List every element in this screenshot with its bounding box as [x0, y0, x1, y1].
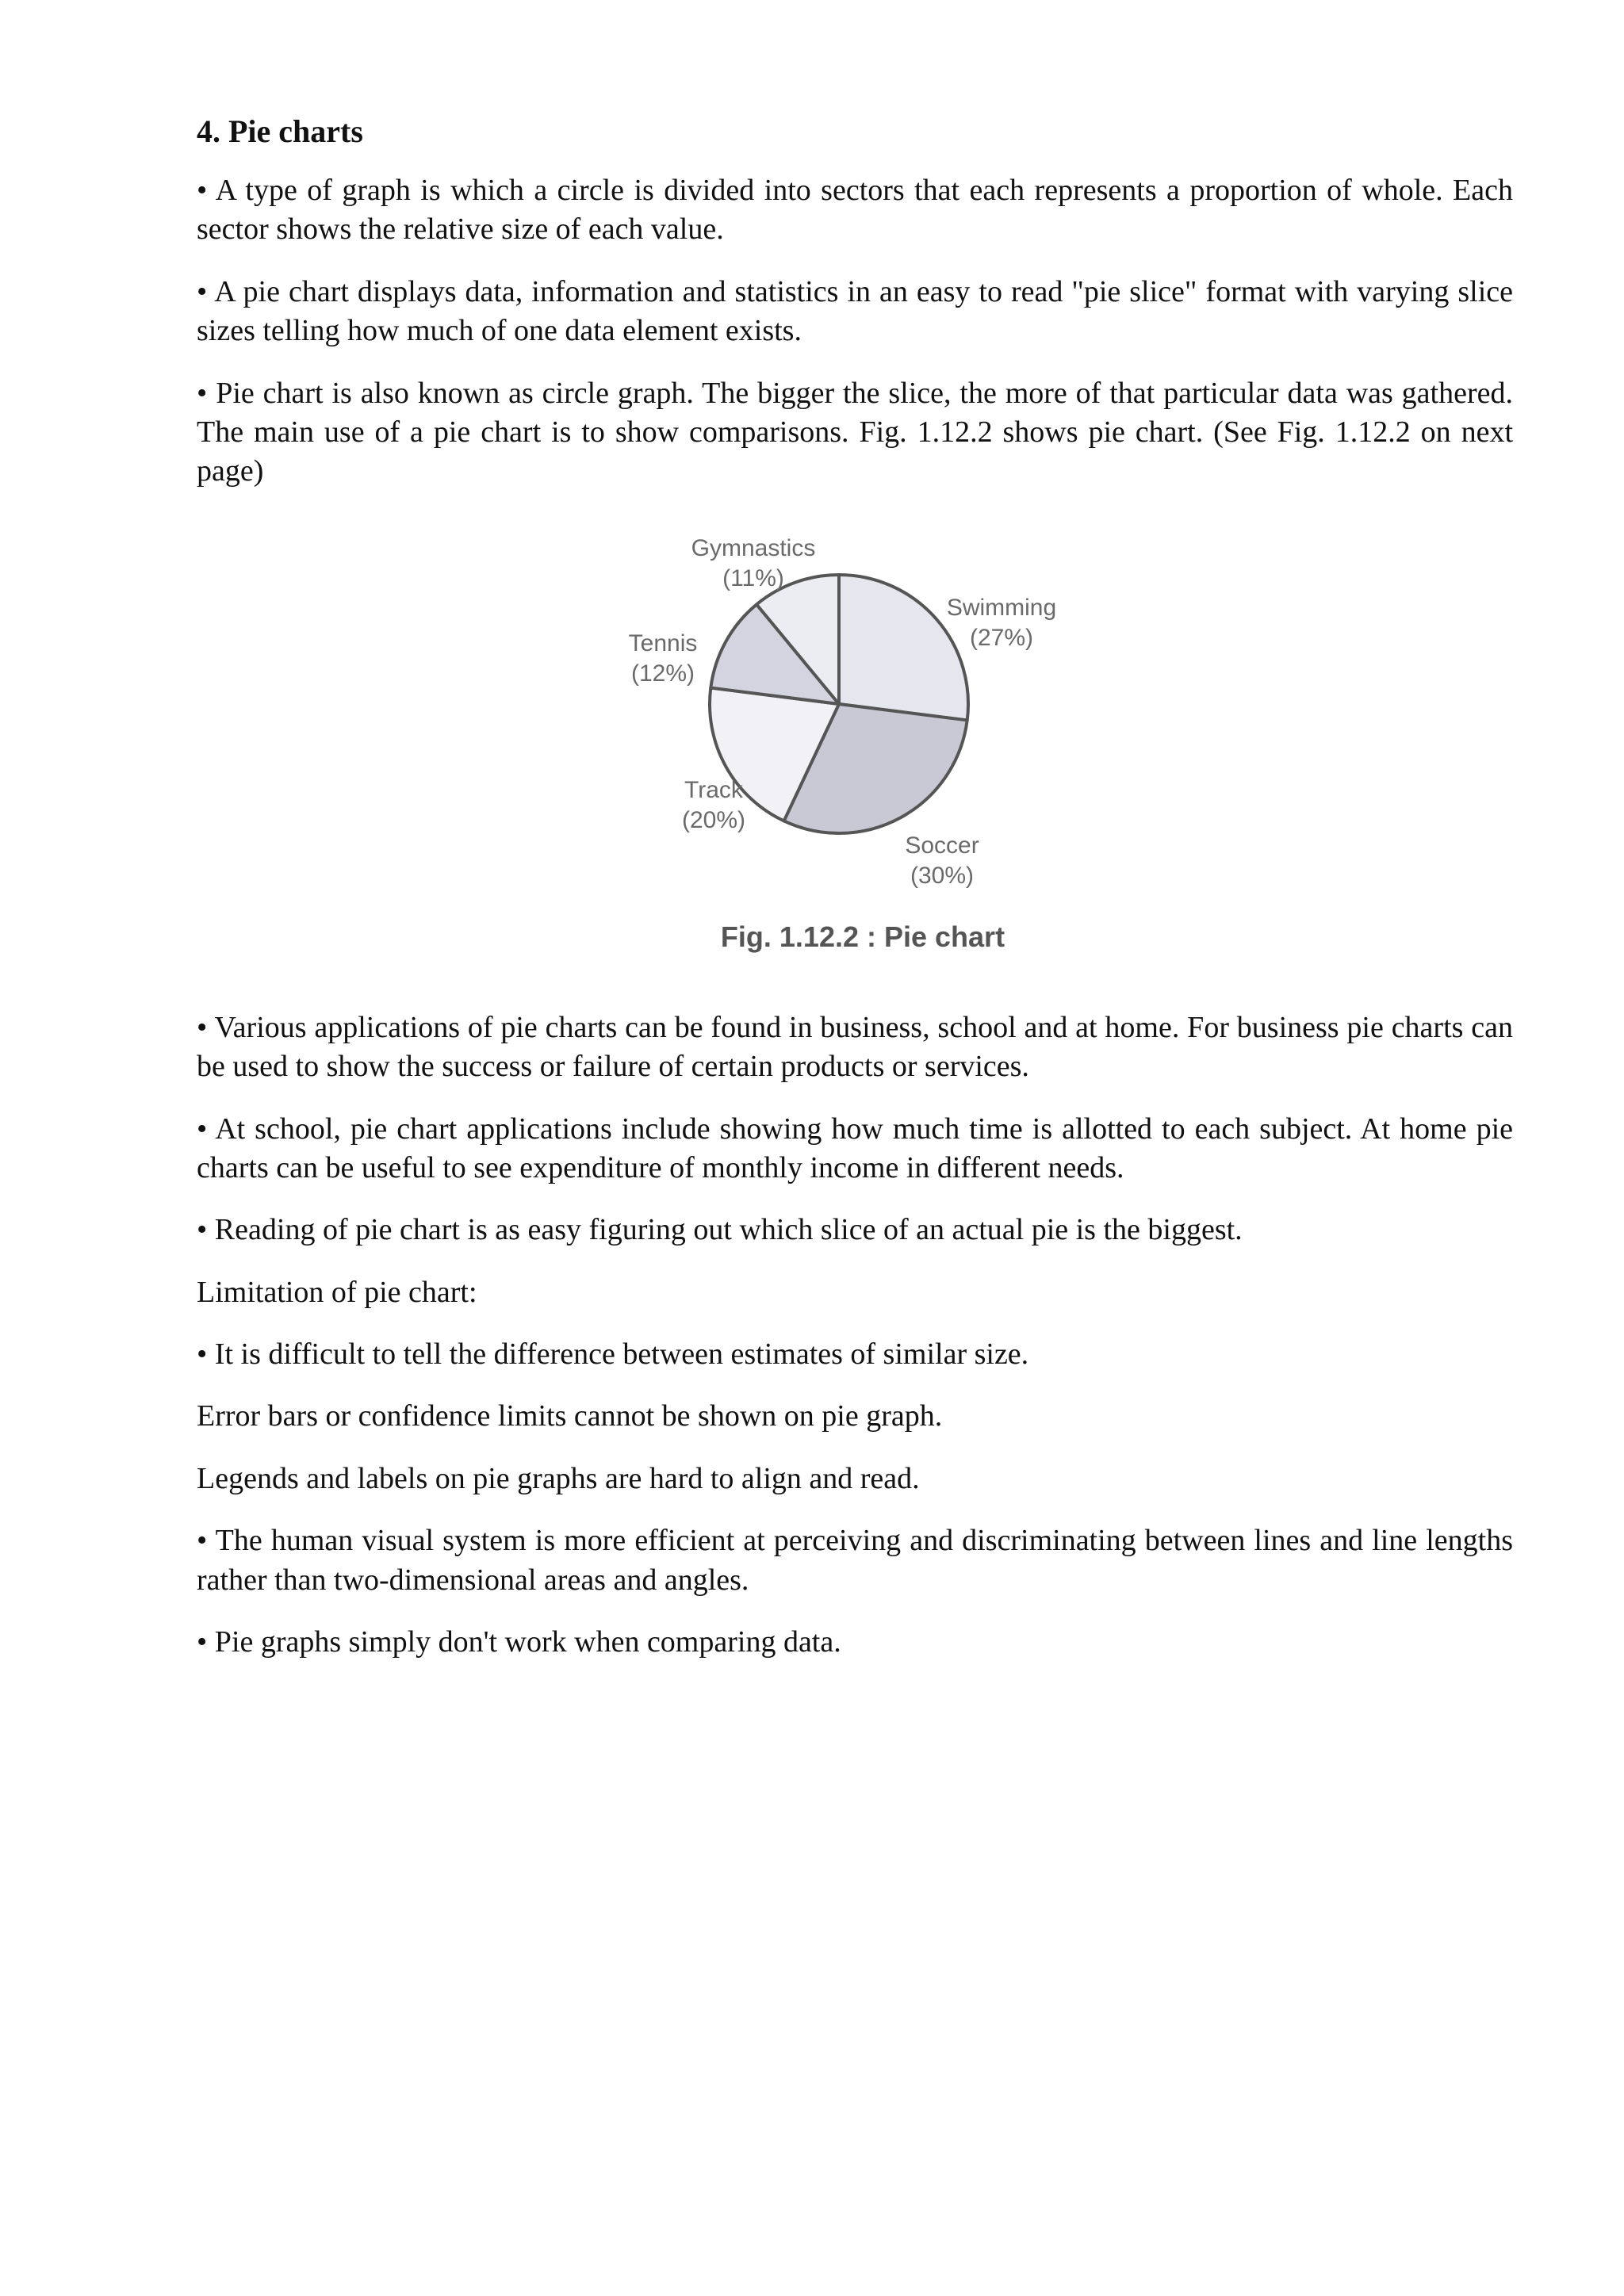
slice-label-tennis: Tennis	[628, 629, 698, 656]
paragraph-reading: • Reading of pie chart is as easy figuring out which slice of an actual pie is the biggest.	[197, 1213, 1243, 1247]
slice-percent-tennis: (12%)	[630, 660, 695, 687]
paragraph-school-home: • At school, pie chart applications include showing how much time is allotted to each subject. At home pie charts can be useful to see expenditure of monthly income in different needs.	[197, 1112, 1513, 1184]
slice-label-soccer: Soccer	[905, 832, 979, 859]
slice-percent-track: (20%)	[681, 806, 746, 833]
paragraph-circle-graph: • Pie chart is also known as circle graph. The bigger the slice, the more of that particular data was gathered. The main use of a pie chart is to show comparisons. Fig. 1.12.2 shows pie chart. (See Fig. 1.12.2 on next page)	[197, 376, 1513, 488]
paragraph-definition: • A type of graph is which a circle is divided into sectors that each represents a proportion of whole. Each sector shows the relative size of each value.	[197, 174, 1513, 247]
paragraph-limitation-error-bars: Error bars or confidence limits cannot be shown on pie graph.	[197, 1399, 943, 1433]
slice-label-swimming: Swimming	[946, 594, 1057, 621]
pie-chart	[625, 520, 1101, 980]
slice-label-gymnastics: Gymnastics	[691, 534, 816, 561]
limitations-heading: Limitation of pie chart:	[197, 1275, 477, 1309]
paragraph-limitation-labels: Legends and labels on pie graphs are hard to align and read.	[197, 1461, 920, 1495]
paragraph-limitation-comparing: • Pie graphs simply don't work when comparing data.	[197, 1625, 841, 1659]
pie-chart-figure	[625, 520, 1101, 980]
paragraph-limitation-visual-system: • The human visual system is more efficient at perceiving and discriminating between lines and line lengths rather than two-dimensional areas and angles.	[197, 1524, 1513, 1597]
paragraph-display: • A pie chart displays data, information and statistics in an easy to read "pie slice" format with varying slice sizes telling how much of one data element exists.	[197, 274, 1513, 348]
slice-percent-soccer: (30%)	[910, 862, 975, 889]
slice-label-track: Track	[684, 776, 743, 803]
figure-caption: Fig. 1.12.2 : Pie chart	[720, 920, 1005, 953]
paragraph-limitation-similar-size: • It is difficult to tell the difference between estimates of similar size.	[197, 1337, 1029, 1372]
slice-percent-swimming: (27%)	[969, 624, 1034, 651]
document-page	[197, 111, 1513, 1685]
section-heading: 4. Pie charts	[197, 113, 363, 149]
paragraph-applications: • Various applications of pie charts can be found in business, school and at home. For business pie charts can be used to show the success or failure of certain products or services.	[197, 1010, 1513, 1084]
slice-percent-gymnastics: (11%)	[722, 564, 784, 591]
